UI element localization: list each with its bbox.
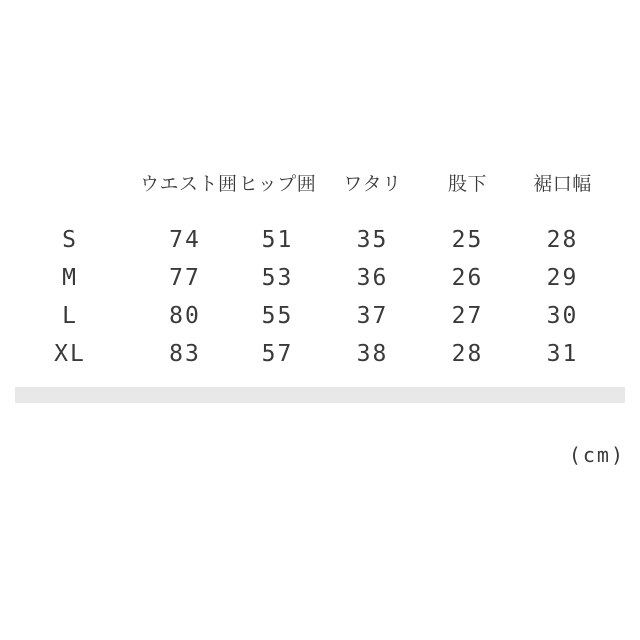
size-label: L	[62, 303, 78, 329]
column-header-thigh: ワタリ	[343, 172, 402, 195]
measurement-value: 37	[356, 303, 389, 329]
column-header-hem: 裾口幅	[533, 172, 592, 195]
table-row-l	[0, 297, 612, 335]
measurement-value: 80	[169, 303, 201, 329]
table-row-m	[0, 259, 612, 297]
size-label: S	[62, 227, 78, 253]
column-header-inseam: 股下	[447, 172, 487, 195]
unit-label: (cm)	[568, 443, 625, 467]
measurement-value: 77	[169, 265, 201, 291]
measurement-value: 55	[261, 303, 294, 329]
table-row-s	[0, 221, 612, 259]
measurement-value: 29	[546, 265, 579, 291]
measurement-value: 28	[451, 341, 484, 367]
measurement-value: 25	[451, 227, 484, 253]
measurement-value: 51	[261, 227, 294, 253]
column-header-hip: ヒップ囲	[238, 172, 317, 195]
measurement-value: 57	[261, 341, 294, 367]
measurement-value: 53	[261, 265, 294, 291]
header-row	[0, 163, 612, 201]
divider-bar	[15, 387, 625, 403]
measurement-value: 30	[546, 303, 579, 329]
measurement-value: 27	[451, 303, 484, 329]
measurement-value: 35	[356, 227, 389, 253]
measurement-value: 26	[451, 265, 484, 291]
size-label: M	[62, 265, 78, 291]
measurement-value: 31	[546, 341, 579, 367]
measurement-value: 36	[356, 265, 389, 291]
measurement-value: 83	[169, 341, 201, 367]
measurement-value: 74	[169, 227, 201, 253]
header-body-spacer	[0, 201, 612, 221]
size-chart-table	[0, 163, 612, 373]
table-row-xl	[0, 335, 612, 373]
measurement-value: 28	[546, 227, 579, 253]
column-header-waist: ウエスト囲	[140, 172, 238, 195]
measurement-value: 38	[356, 341, 389, 367]
size-label: XL	[54, 341, 86, 367]
